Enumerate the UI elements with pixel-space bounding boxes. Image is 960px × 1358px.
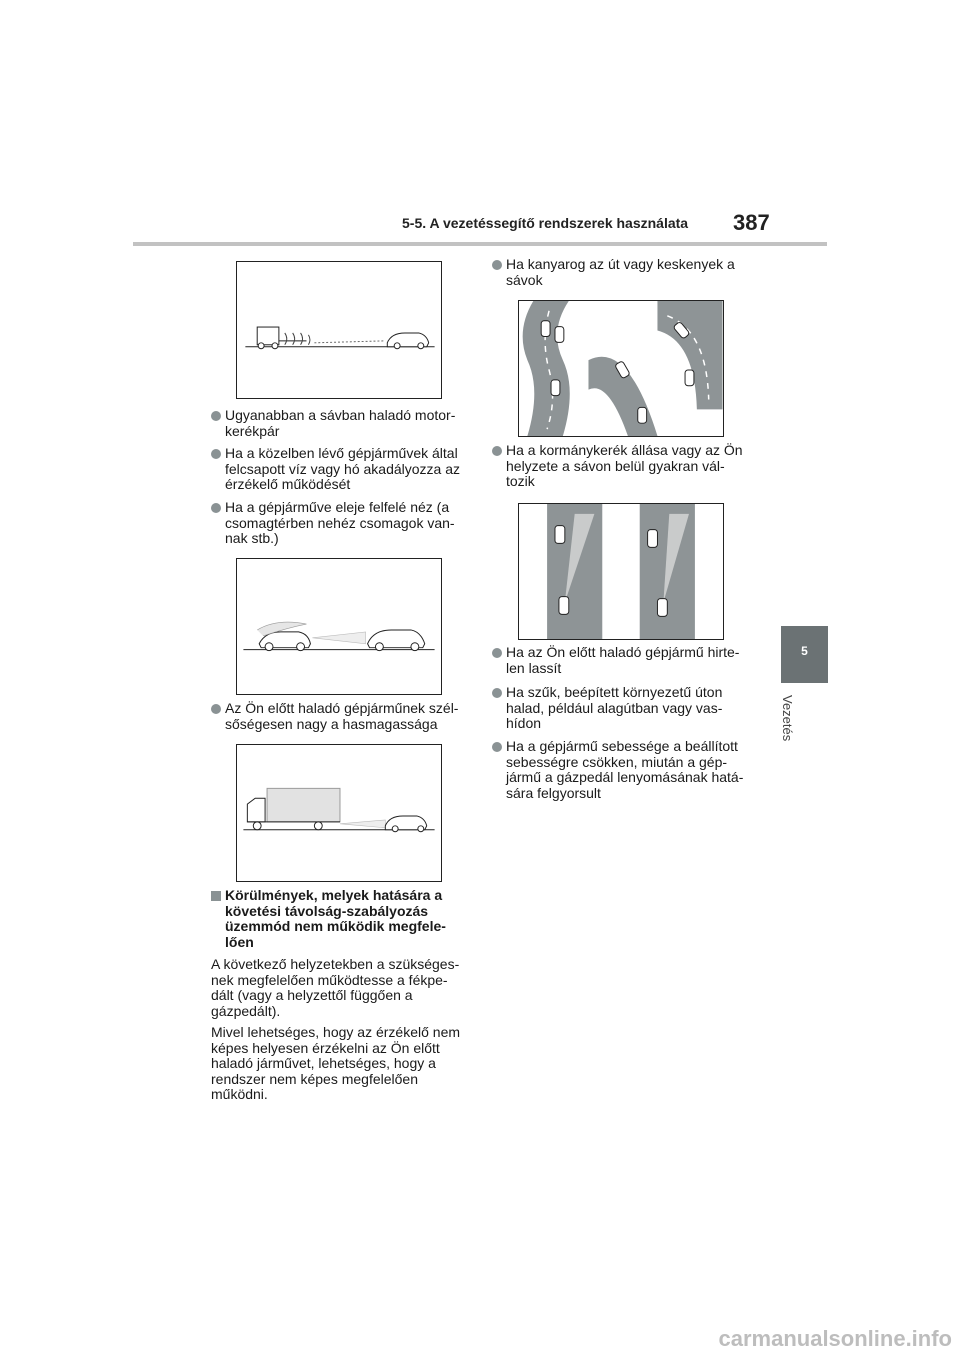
- page-number: 387: [733, 210, 770, 235]
- chapter-label: Vezetés: [780, 695, 795, 742]
- figure-spray-from-vehicles: [236, 558, 442, 695]
- figure-high-clearance-truck: [236, 744, 442, 882]
- paragraph: Mivel lehetséges, hogy az érzékelő nem képes helyesen érzékelni az Ön előtt haladó járművet, lehetséges, hogy a rendszer nem képes megfelelően működni.: [211, 1024, 461, 1102]
- list-item: Ha a gépjármű sebessége a beállított sebességre csökken, miután a gép- jármű a gázpedál lenyomásának hatá- sára felgyorsult: [492, 739, 757, 801]
- paragraph: A következő helyzetekben a szükséges- nek megfelelően működtesse a fékpe- dált (vagy a helyzettől függően a gázpedált).: [211, 956, 460, 1019]
- chapter-number: 5: [801, 644, 808, 658]
- list-item: Ha a gépjárműve eleje felfelé néz (a csomagtérben nehéz csomagok van- nak stb.): [211, 500, 471, 547]
- list-item: Az Ön előtt haladó gépjárműnek szél- sőségesen nagy a hasmagassága: [211, 701, 471, 732]
- figure-motorcycle-in-lane: [236, 261, 442, 399]
- header-rule: [133, 242, 827, 246]
- list-item: Ugyanabban a sávban haladó motor- kerékpár: [211, 408, 471, 439]
- list-item: Ha kanyarog az út vagy keskenyek a sávok: [492, 257, 757, 288]
- list-item: Ha a kormánykerék állása vagy az Ön helyzete a sávon belül gyakran vál- tozik: [492, 443, 757, 490]
- figure-lane-position: [518, 503, 724, 640]
- watermark: carmanualsonline.info: [718, 1326, 952, 1351]
- chapter-tab: [781, 626, 828, 683]
- header-section-title: 5-5. A vezetéssegítő rendszerek használata: [402, 215, 689, 231]
- list-item: Ha szűk, beépített környezetű úton halad, például alagútban vagy vas- hídon: [492, 685, 757, 732]
- section-heading: Körülmények, melyek hatására a követési távolság-szabályozás üzemmód nem működik megfele- lően: [211, 888, 471, 950]
- figure-curved-roads: [518, 300, 724, 437]
- list-item: Ha az Ön előtt haladó gépjármű hirte- len lassít: [492, 645, 757, 676]
- list-item: Ha a közelben lévő gépjárművek által felcsapott víz vagy hó akadályozza az érzékelő működését: [211, 446, 471, 493]
